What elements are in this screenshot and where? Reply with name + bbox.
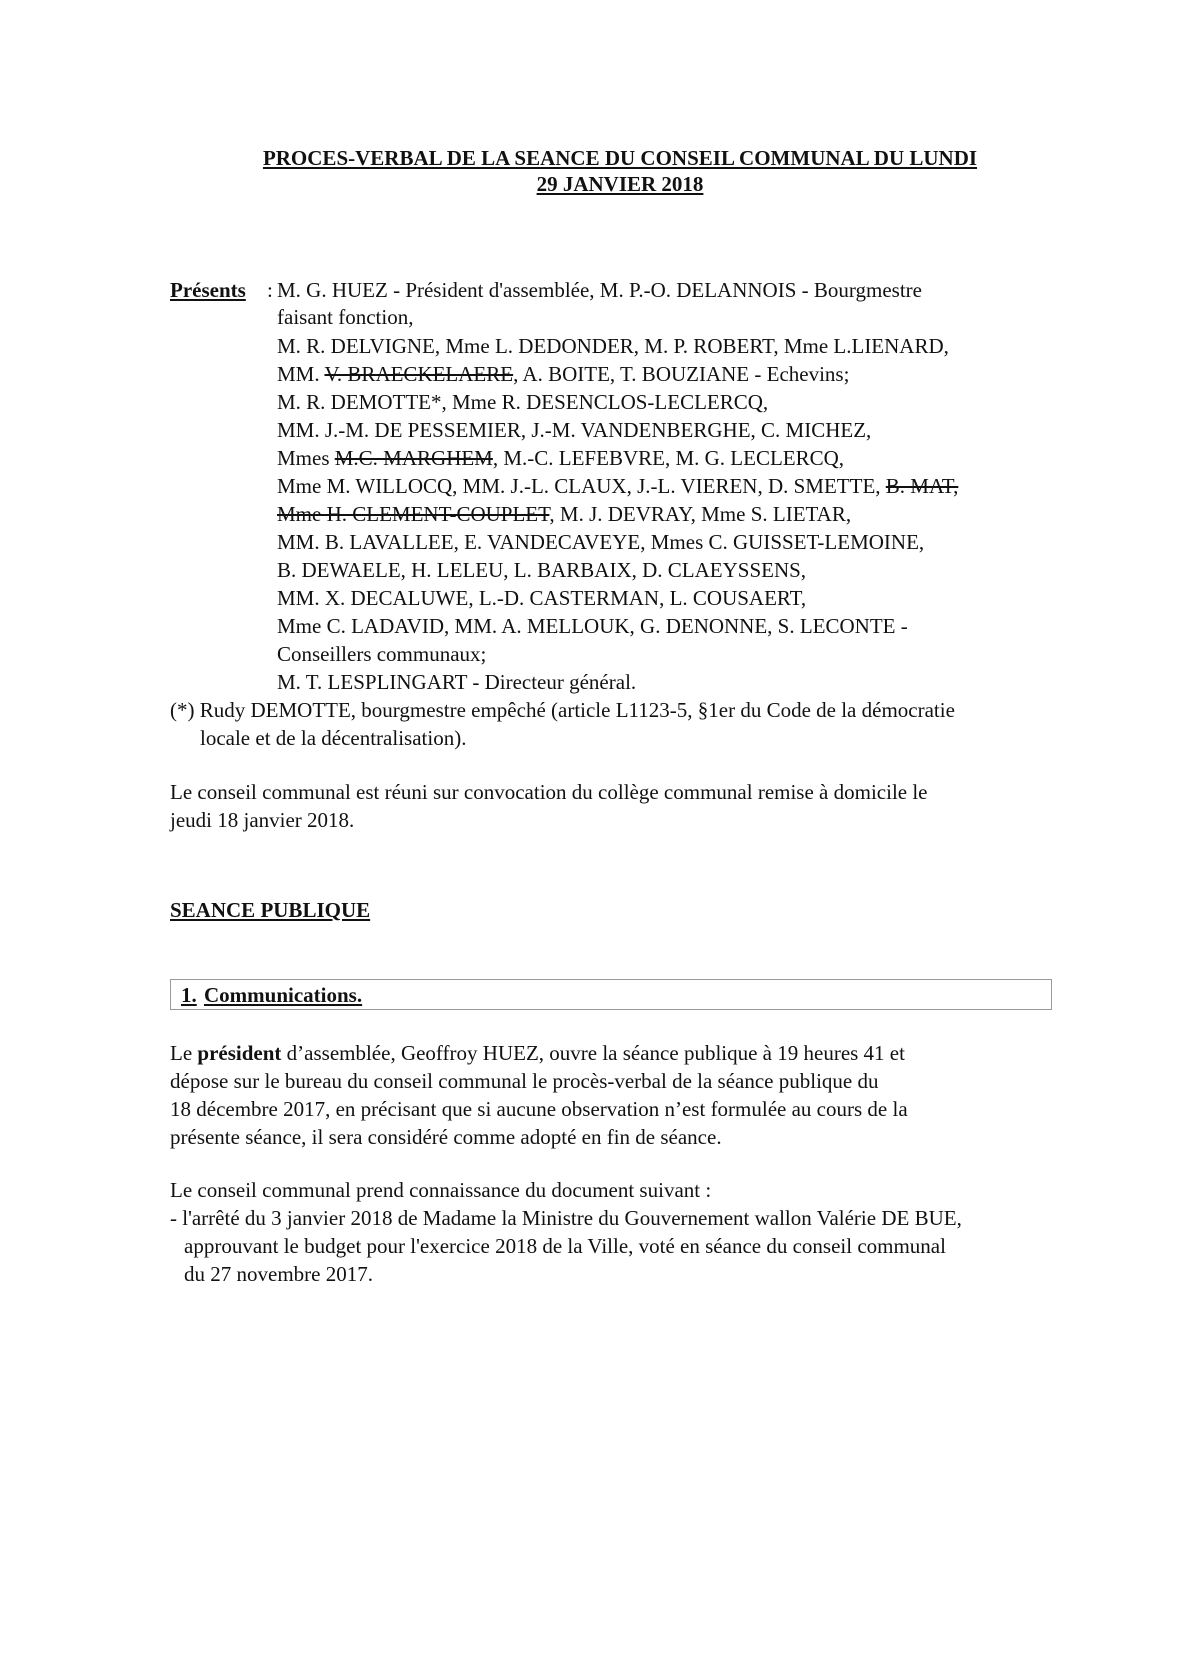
item-paragraph-line: Le président d’assemblée, Geoffroy HUEZ, ouvre la séance publique à 19 heures 41 et <box>170 1041 905 1065</box>
emphasized-word: président <box>197 1041 282 1065</box>
footnote-line2: locale et de la décentralisation). <box>200 726 467 750</box>
struck-name: B. MAT, <box>885 474 959 498</box>
presents-line: Mmes M.C. MARGHEM, M.-C. LEFEBVRE, M. G. LECLERCQ, <box>277 446 845 470</box>
presents-line: Mme M. WILLOCQ, MM. J.-L. CLAUX, J.-L. VIEREN, D. SMETTE, B. MAT, <box>277 474 959 498</box>
agenda-item-title: Communications. <box>204 983 363 1007</box>
presents-line: MM. V. BRAECKELAERE, A. BOITE, T. BOUZIANE - Echevins; <box>277 362 850 386</box>
item-paragraph-line: 18 décembre 2017, en précisant que si aucune observation n’est formulée au cours de la <box>170 1097 908 1121</box>
presents-line: M. R. DEMOTTE*, Mme R. DESENCLOS-LECLERCQ, <box>277 390 769 414</box>
item-bullet-line: approuvant le budget pour l'exercice 2018 de la Ville, voté en séance du conseil communal <box>184 1234 946 1258</box>
presents-label: Présents <box>170 278 246 302</box>
convocation-line1: Le conseil communal est réuni sur convocation du collège communal remise à domicile le <box>170 780 928 804</box>
presents-line: M. R. DELVIGNE, Mme L. DEDONDER, M. P. ROBERT, Mme L.LIENARD, <box>277 334 949 358</box>
convocation-line2: jeudi 18 janvier 2018. <box>170 808 355 832</box>
presents-line: M. G. HUEZ - Président d'assemblée, M. P.-O. DELANNOIS - Bourgmestre <box>277 278 922 302</box>
agenda-item-header <box>170 979 1052 1010</box>
presents-line: faisant fonction, <box>277 305 414 329</box>
presents-line: MM. J.-M. DE PESSEMIER, J.-M. VANDENBERGHE, C. MICHEZ, <box>277 418 872 442</box>
presents-line: MM. X. DECALUWE, L.-D. CASTERMAN, L. COUSAERT, <box>277 586 807 610</box>
presents-line: Mme H. CLEMENT-COUPLET, M. J. DEVRAY, Mme S. LIETAR, <box>277 502 852 526</box>
item-bullet-line: - l'arrêté du 3 janvier 2018 de Madame la Ministre du Gouvernement wallon Valérie DE BUE, <box>170 1206 962 1230</box>
document-title-line1: PROCES-VERBAL DE LA SEANCE DU CONSEIL COMMUNAL DU LUNDI <box>262 146 978 170</box>
item-paragraph-line: Le conseil communal prend connaissance du document suivant : <box>170 1178 712 1202</box>
struck-name: V. BRAECKELAERE <box>324 362 514 386</box>
item-paragraph-line: présente séance, il sera considéré comme adopté en fin de séance. <box>170 1125 722 1149</box>
agenda-item-number: 1. <box>181 983 197 1007</box>
presents-colon: : <box>267 278 273 302</box>
presents-line: M. T. LESPLINGART - Directeur général. <box>277 670 637 694</box>
presents-line: B. DEWAELE, H. LELEU, L. BARBAIX, D. CLAEYSSENS, <box>277 558 807 582</box>
document-title-line2: 29 JANVIER 2018 <box>536 172 704 196</box>
footnote-line1: (*) Rudy DEMOTTE, bourgmestre empêché (article L1123-5, §1er du Code de la démocratie <box>170 698 955 722</box>
presents-line: Mme C. LADAVID, MM. A. MELLOUK, G. DENONNE, S. LECONTE - <box>277 614 908 638</box>
presents-line: MM. B. LAVALLEE, E. VANDECAVEYE, Mmes C. GUISSET-LEMOINE, <box>277 530 925 554</box>
struck-name: Mme H. CLEMENT-COUPLET <box>277 502 550 526</box>
struck-name: M.C. MARGHEM <box>334 446 493 470</box>
item-paragraph-line: dépose sur le bureau du conseil communal le procès-verbal de la séance publique du <box>170 1069 879 1093</box>
presents-line: Conseillers communaux; <box>277 642 487 666</box>
item-bullet-line: du 27 novembre 2017. <box>184 1262 373 1286</box>
section-title: SEANCE PUBLIQUE <box>170 898 371 922</box>
